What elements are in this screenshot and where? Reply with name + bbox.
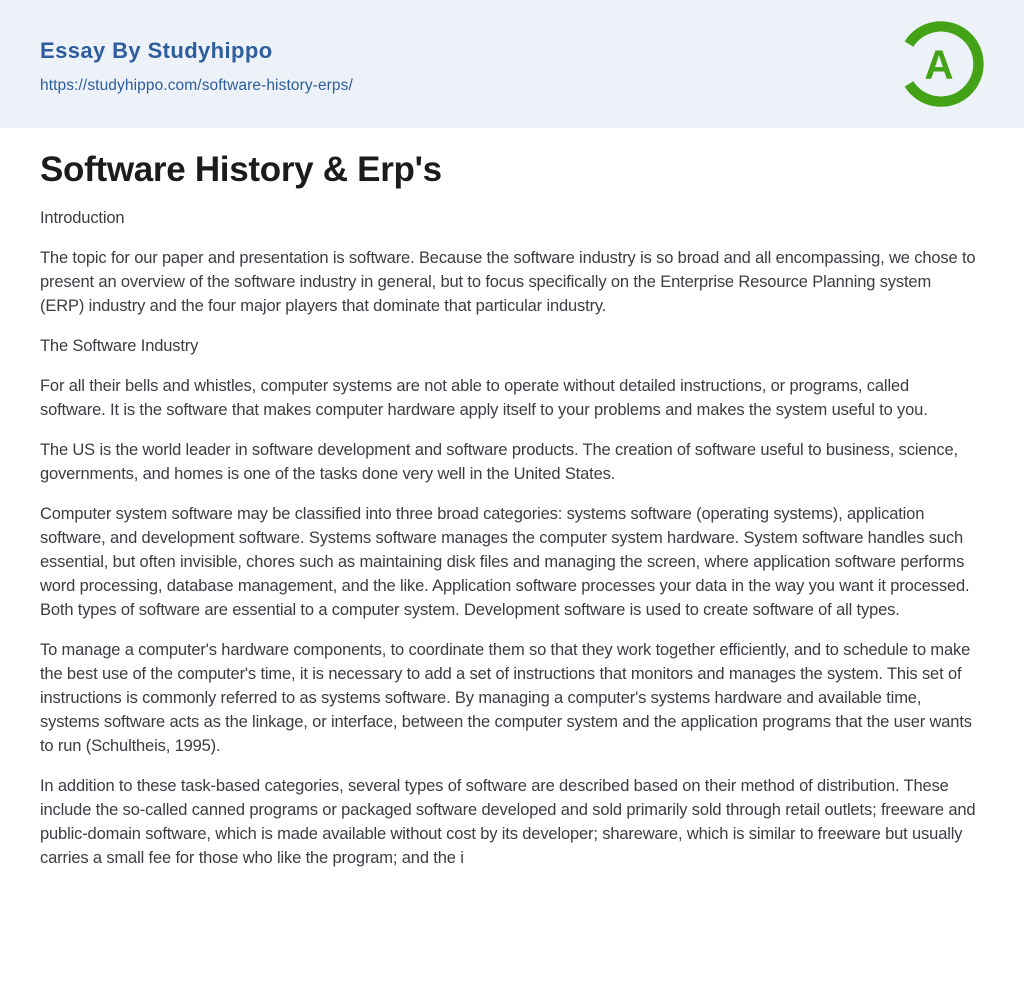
brand-title: Essay By Studyhippo [40,37,273,63]
paragraph-bells-whistles: For all their bells and whistles, computer systems are not able to operate without detailed instructions, or programs, called software. It is the software that makes computer hardware apply itself to your problems and makes the system useful to you. [40,377,928,419]
essay-url-link[interactable]: https://studyhippo.com/software-history-erps/ [40,76,353,94]
essay-content [0,128,1024,870]
studyhippo-logo [892,17,986,111]
essay-title: Software History & Erp's [40,150,442,189]
paragraph-software-categories: Computer system software may be classified into three broad categories: systems software (operating systems), application software, and development software. Systems software manages the computer system hardware. System software handles such essential, but often invisible, chores such as maintaining disk files and managing the screen, where application software performs word processing, database management, and the like. Application software processes your data in the way you want it processed. Both types of software are essential to a computer system. Development software is used to create software of all types. [40,505,970,619]
section-label-software-industry: The Software Industry [40,337,199,355]
paragraph-us-world-leader: The US is the world leader in software development and software products. The creation of software useful to business, science, governments, and homes is one of the tasks done very well in the United States. [40,441,958,483]
paragraph-systems-software: To manage a computer's hardware components, to coordinate them so that they work together efficiently, and to schedule to make the best use of the computer's time, it is necessary to add a set of instructions that monitors and manages the system. This set of instructions is commonly referred to as systems software. By managing a computer's systems hardware and available time, systems software acts as the linkage, or interface, between the computer system and the application programs that the user wants to run (Schultheis, 1995). [40,641,972,755]
header [0,0,1024,128]
paragraph-topic: The topic for our paper and presentation is software. Because the software industry is so broad and all encompassing, we chose to present an overview of the software industry in general, but to focus specifically on the Enterprise Resource Planning system (ERP) industry and the four major players that dominate that particular industry. [40,249,976,315]
header-text-block [40,34,353,95]
paragraph-distribution-types: In addition to these task-based categories, several types of software are described based on their method of distribution. These include the so-called canned programs or packaged software developed and sold primarily sold through retail outlets; freeware and public-domain software, which is made available without cost by its developer; shareware, which is similar to freeware but usually carries a small fee for those who like the program; and the i [40,777,976,867]
logo-arc-icon [892,17,986,111]
logo-letter: A [924,41,954,88]
section-label-introduction: Introduction [40,209,125,227]
